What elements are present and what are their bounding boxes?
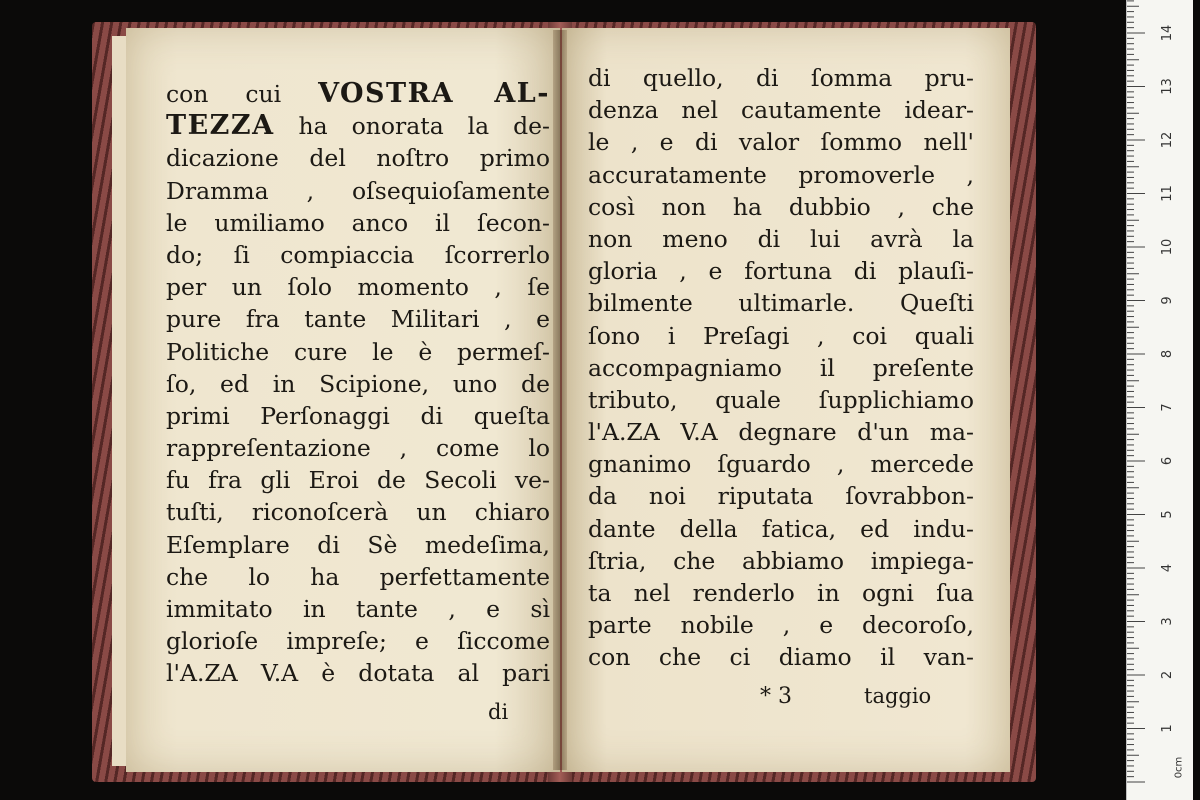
text-line <box>166 529 550 561</box>
text-line <box>166 239 550 271</box>
text-line: denza nel cautamente idear- <box>588 96 974 125</box>
text-line <box>166 464 550 496</box>
ruler-number: 9 <box>1160 296 1175 305</box>
ruler-number: 13 <box>1160 78 1175 95</box>
text-line: bilmente ultimarle. Queſti <box>588 289 974 318</box>
text-line <box>166 432 550 464</box>
text-line: accompagniamo il preſente <box>588 353 974 382</box>
text-line <box>166 561 550 593</box>
text-line <box>166 368 550 400</box>
text-line: tributo, quale ſupplichiamo <box>588 385 974 414</box>
book-gutter <box>553 30 567 770</box>
text-line <box>166 593 550 625</box>
text-segment: primi Perſonaggi di queſta <box>166 401 550 430</box>
ruler-number: 1 <box>1160 724 1175 733</box>
text-line <box>166 78 550 110</box>
text-line: così non ha dubbio , che <box>588 192 974 221</box>
signature-mark: * 3 <box>760 684 792 709</box>
text-line: gloria , e fortuna di plauſi- <box>588 257 974 286</box>
text-line: parte nobile , e decoroſo, <box>588 611 974 640</box>
text-segment: per un ſolo momento , ſe <box>166 273 550 302</box>
text-line <box>166 207 550 239</box>
left-page-text <box>166 78 550 690</box>
ruler-number: 4 <box>1160 563 1175 573</box>
text-line <box>166 142 550 174</box>
text-line: ſono i Preſagi , coi quali <box>588 321 974 350</box>
text-line: ſtria, che abbiamo impiega- <box>588 546 974 575</box>
text-line <box>166 657 550 689</box>
ruler-number: 5 <box>1160 510 1175 519</box>
text-line <box>166 175 550 207</box>
text-segment: ha onorata la de- <box>274 112 550 141</box>
text-line: di quello, di ſomma pru- <box>588 64 974 92</box>
text-segment: pure fra tante Militari , e <box>166 305 550 334</box>
text-segment: l'A.ZA V.A è dotata al pari <box>166 659 550 688</box>
ruler-number: 3 <box>1160 617 1175 626</box>
ruler-number: 6 <box>1160 456 1175 466</box>
text-line <box>166 271 550 303</box>
text-line: accuratamente promoverle , <box>588 160 974 189</box>
text-line: dante della fatica, ed indu- <box>588 514 974 543</box>
text-line <box>166 400 550 432</box>
text-line <box>166 303 550 335</box>
left-catchword: di <box>488 700 509 724</box>
text-line <box>166 625 550 657</box>
text-segment: Eſemplare di Sè medeſima, <box>166 530 550 559</box>
ruler-ticks <box>1127 0 1193 800</box>
text-segment: con cui <box>166 80 319 108</box>
right-catchword: taggio <box>864 684 932 708</box>
text-line: gnanimo ſguardo , mercede <box>588 450 974 479</box>
text-segment: Dramma , oſsequioſamente <box>166 176 550 205</box>
ruler-number: 7 <box>1160 403 1175 412</box>
ruler-number: 2 <box>1160 670 1175 680</box>
text-line: l'A.ZA V.A degnare d'un ma- <box>588 418 974 447</box>
text-segment: fu fra gli Eroi de Secoli ve- <box>166 466 550 495</box>
text-line: non meno di lui avrà la <box>588 224 974 253</box>
text-segment: immitato in tante , e sì <box>166 595 550 623</box>
text-segment: tuſti, riconoſcerà un chiaro <box>166 498 550 527</box>
text-line <box>166 496 550 528</box>
text-segment: TEZZA <box>166 110 275 142</box>
ruler-number: 10 <box>1160 238 1175 256</box>
ruler-number: 8 <box>1160 349 1175 359</box>
text-line: da noi riputata ſovrabbon- <box>588 482 974 511</box>
text-segment: glorioſe impreſe; e ſiccome <box>166 627 550 656</box>
ruler-number: 14 <box>1160 24 1175 42</box>
ruler-unit-label: 0cm <box>1173 756 1185 779</box>
text-line: con che ci diamo il van- <box>588 643 974 672</box>
text-line: ta nel renderlo in ogni ſua <box>588 579 974 607</box>
text-line <box>166 336 550 368</box>
text-segment: VOSTRA AL- <box>318 78 550 109</box>
text-line <box>166 110 550 142</box>
ruler-number: 11 <box>1160 185 1175 202</box>
right-page-text <box>588 62 974 674</box>
text-segment: rappreſentazione , come lo <box>166 434 550 463</box>
text-segment: do; ſi compiaccia ſcorrerlo <box>166 240 550 269</box>
text-segment: le umiliamo anco il ſecon- <box>166 208 550 237</box>
text-segment: che lo ha perfettamente <box>166 562 550 591</box>
text-segment: dicazione del noſtro primo <box>166 144 550 173</box>
text-segment: Politiche cure le è permeſ- <box>166 337 550 366</box>
text-line: le , e di valor ſommo nell' <box>588 128 974 157</box>
scale-ruler <box>1126 0 1193 800</box>
text-segment: ſo, ed in Scipione, uno de <box>166 369 550 398</box>
ruler-number: 12 <box>1160 131 1175 149</box>
